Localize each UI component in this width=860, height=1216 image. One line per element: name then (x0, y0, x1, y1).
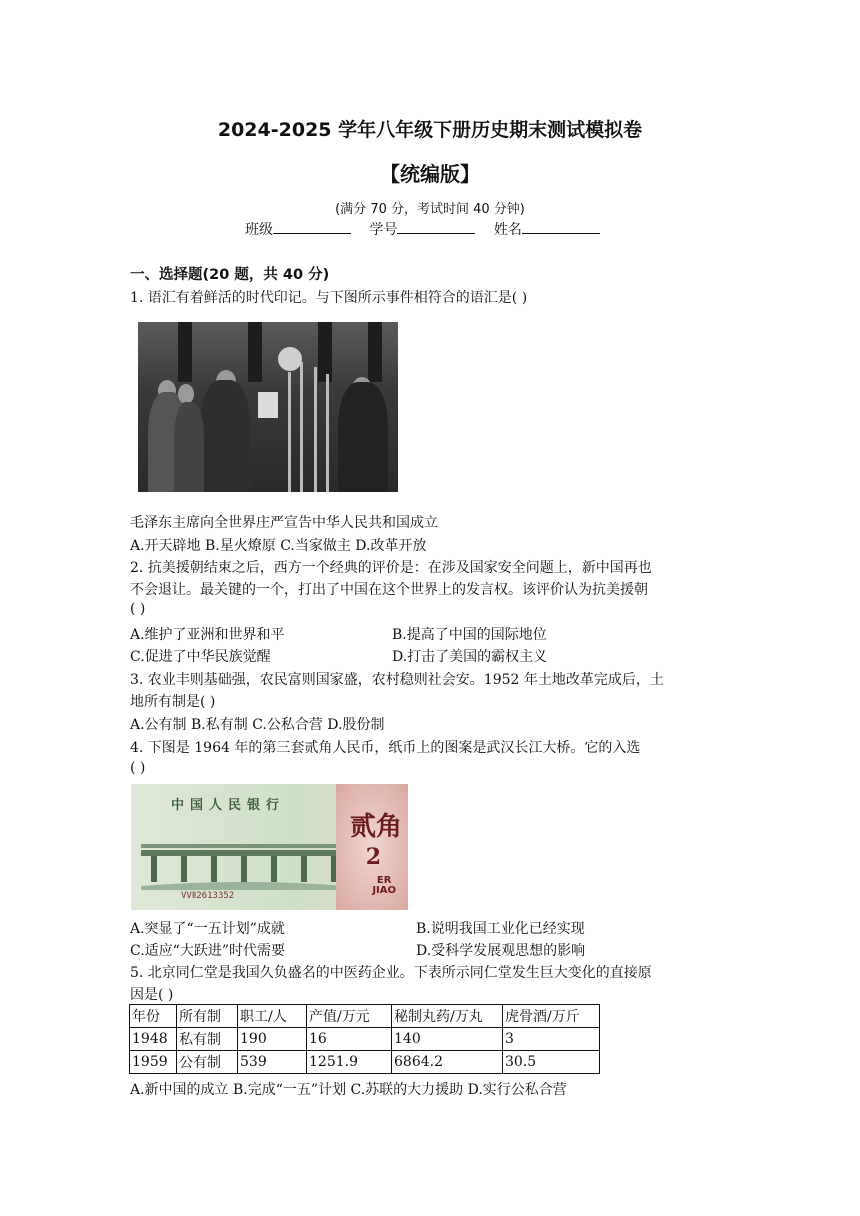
table-cell: 539 (238, 1051, 307, 1074)
table-header-cell: 秘制丸药/万丸 (392, 1005, 503, 1028)
q4-stem-line2: ( ) (130, 760, 146, 776)
exam-note: (满分 70 分，考试时间 40 分钟) (335, 202, 525, 217)
q2-option-b: B.提高了中国的国际地位 (392, 627, 547, 643)
q1-options: A.开天辟地 B.星火燎原 C.当家做主 D.改革开放 (130, 538, 427, 554)
table-cell: 3 (503, 1028, 600, 1051)
banknote-image (131, 784, 408, 910)
table-cell: 私有制 (177, 1028, 238, 1051)
q1-photo-caption: 毛泽东主席向全世界庄严宣告中华人民共和国成立 (130, 515, 438, 531)
table-cell: 6864.2 (392, 1051, 503, 1074)
banknote-serial: VVⅡ2613352 (181, 891, 235, 901)
q5-stem-line2: 因是( ) (130, 987, 174, 1003)
q2-stem-line3: ( ) (130, 601, 146, 617)
table-cell: 30.5 (503, 1051, 600, 1074)
q1-stem: 1. 语汇有着鲜活的时代印记。与下图所示事件相符合的语汇是( ) (130, 290, 528, 306)
table-cell: 190 (238, 1028, 307, 1051)
table-header-cell: 年份 (130, 1005, 177, 1028)
q2-option-a: A.维护了亚洲和世界和平 (130, 627, 285, 643)
q5-options: A.新中国的成立 B.完成“一五”计划 C.苏联的大力援助 D.实行公私合营 (130, 1082, 567, 1098)
table-row (130, 1051, 600, 1074)
q2-stem-line1: 2. 抗美援朝结束之后，西方一个经典的评价是：在涉及国家安全问题上，新中国再也 (130, 560, 652, 576)
q2-stem-line2: 不会退让。最关键的一个，打出了中国在这个世界上的发言权。该评价认为抗美援朝 (130, 582, 648, 598)
q4-option-d: D.受科学发展观思想的影响 (416, 943, 586, 959)
q5-stem-line1: 5. 北京同仁堂是我国久负盛名的中医药企业。下表所示同仁堂发生巨大变化的直接原 (130, 965, 652, 981)
table-cell: 16 (307, 1028, 392, 1051)
table-header-cell: 所有制 (177, 1005, 238, 1028)
banknote-bank-name: 中国人民银行 (171, 798, 286, 813)
table-cell: 1948 (130, 1028, 177, 1051)
table-cell: 1959 (130, 1051, 177, 1074)
edition-label: 【统编版】 (380, 162, 480, 186)
q4-stem-line1: 4. 下图是 1964 年的第三套贰角人民币，纸币上的图案是武汉长江大桥。它的入选 (130, 740, 641, 756)
q4-option-c: C.适应“大跃进”时代需要 (130, 943, 285, 959)
table-header-cell: 虎骨酒/万斤 (503, 1005, 600, 1028)
denomination-latin: ER JIAO (372, 875, 396, 896)
q3-options: A.公有制 B.私有制 C.公私合营 D.股份制 (130, 717, 385, 733)
class-blank[interactable] (273, 219, 351, 234)
student-id-label: 学号 (369, 222, 398, 238)
q2-option-c: C.促进了中华民族觉醒 (130, 649, 271, 665)
class-label: 班级 (245, 222, 273, 238)
table-header-row (130, 1005, 600, 1028)
table-row (130, 1028, 600, 1051)
table-cell: 1251.9 (307, 1051, 392, 1074)
denomination-text: 贰角 (349, 812, 402, 842)
name-blank[interactable] (522, 219, 600, 234)
denomination-numeral: 2 (365, 844, 381, 870)
q3-stem-line1: 3. 农业丰则基础强，农民富则国家盛，农村稳则社会安。1952 年土地改革完成后，土 (130, 672, 664, 688)
table-header-cell: 职工/人 (238, 1005, 307, 1028)
name-label: 姓名 (493, 222, 522, 238)
q3-stem-line2: 地所有制是( ) (130, 694, 216, 710)
q2-option-d: D.打击了美国的霸权主义 (392, 649, 548, 665)
section-heading: 一、选择题(20 题，共 40 分) (130, 267, 330, 283)
student-info-row (245, 219, 614, 239)
table-cell: 140 (392, 1028, 503, 1051)
founding-ceremony-photo (138, 322, 398, 492)
q4-option-a: A.突显了“一五计划”成就 (130, 921, 285, 937)
exam-title: 2024-2025 学年八年级下册历史期末测试模拟卷 (217, 119, 643, 141)
student-id-blank[interactable] (397, 219, 475, 234)
table-cell: 公有制 (177, 1051, 238, 1074)
tongrentang-table (129, 1004, 600, 1074)
bridge-illustration (141, 832, 346, 890)
table-header-cell: 产值/万元 (307, 1005, 392, 1028)
q4-option-b: B.说明我国工业化已经实现 (416, 921, 585, 937)
